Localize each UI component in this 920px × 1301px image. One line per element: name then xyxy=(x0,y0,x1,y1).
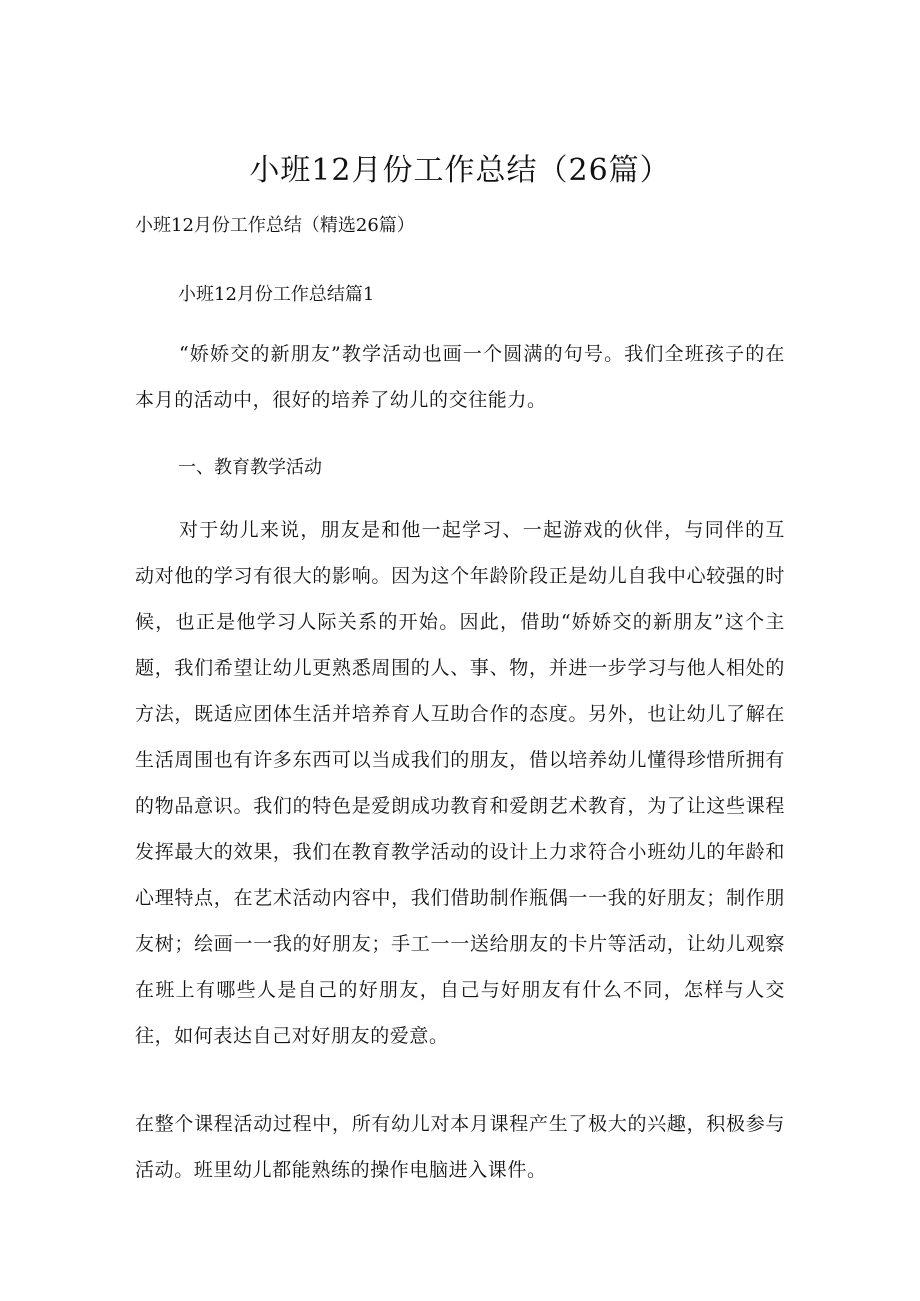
closing-paragraph: 在整个课程活动过程中，所有幼儿对本月课程产生了极大的兴趣，积极参与活动。班里幼儿都能熟练的操作电脑进入课件。 xyxy=(135,1113,785,1181)
section-1-heading: 一、教育教学活动 xyxy=(178,457,322,478)
document-title: 小班12月份工作总结（26篇） xyxy=(249,153,671,188)
document-subtitle: 小班12月份工作总结（精选26篇） xyxy=(135,215,415,236)
section-1-paragraph: 对于幼儿来说，朋友是和他一起学习、一起游戏的伙伴，与同伴的互动对他的学习有很大的影响。因为这个年龄阶段正是幼儿自我中心较强的时候，也正是他学习人际关系的开始。因此，借助“娇娇交的新朋友”这个主题，我们希望让幼儿更熟悉周围的人、事、物，并进一步学习与他人相处的方法，既适应团体生活并培养育人互助合作的态度。另外，也让幼儿了解在生活周围也有许多东西可以当成我们的朋友，借以培养幼儿懂得珍惜所拥有的物品意识。我们的特色是爱朗成功教育和爱朗艺术教育，为了让这些课程发挥最大的效果，我们在教育教学活动的设计上力求符合小班幼儿的年龄和心理特点，在艺术活动内容中，我们借助制作瓶偶一一我的好朋友；制作朋友树；绘画一一我的好朋友；手工一一送给朋友的卡片等活动，让幼儿观察在班上有哪些人是自己的好朋友，自己与好朋友有什么不同，怎样与人交往，如何表达自己对好朋友的爱意。 xyxy=(135,519,785,1047)
article-heading: 小班12月份工作总结篇1 xyxy=(178,284,375,305)
intro-paragraph: “娇娇交的新朋友”教学活动也画一个圆满的句号。我们全班孩子的在本月的活动中，很好的培养了幼儿的交往能力。 xyxy=(135,343,785,411)
